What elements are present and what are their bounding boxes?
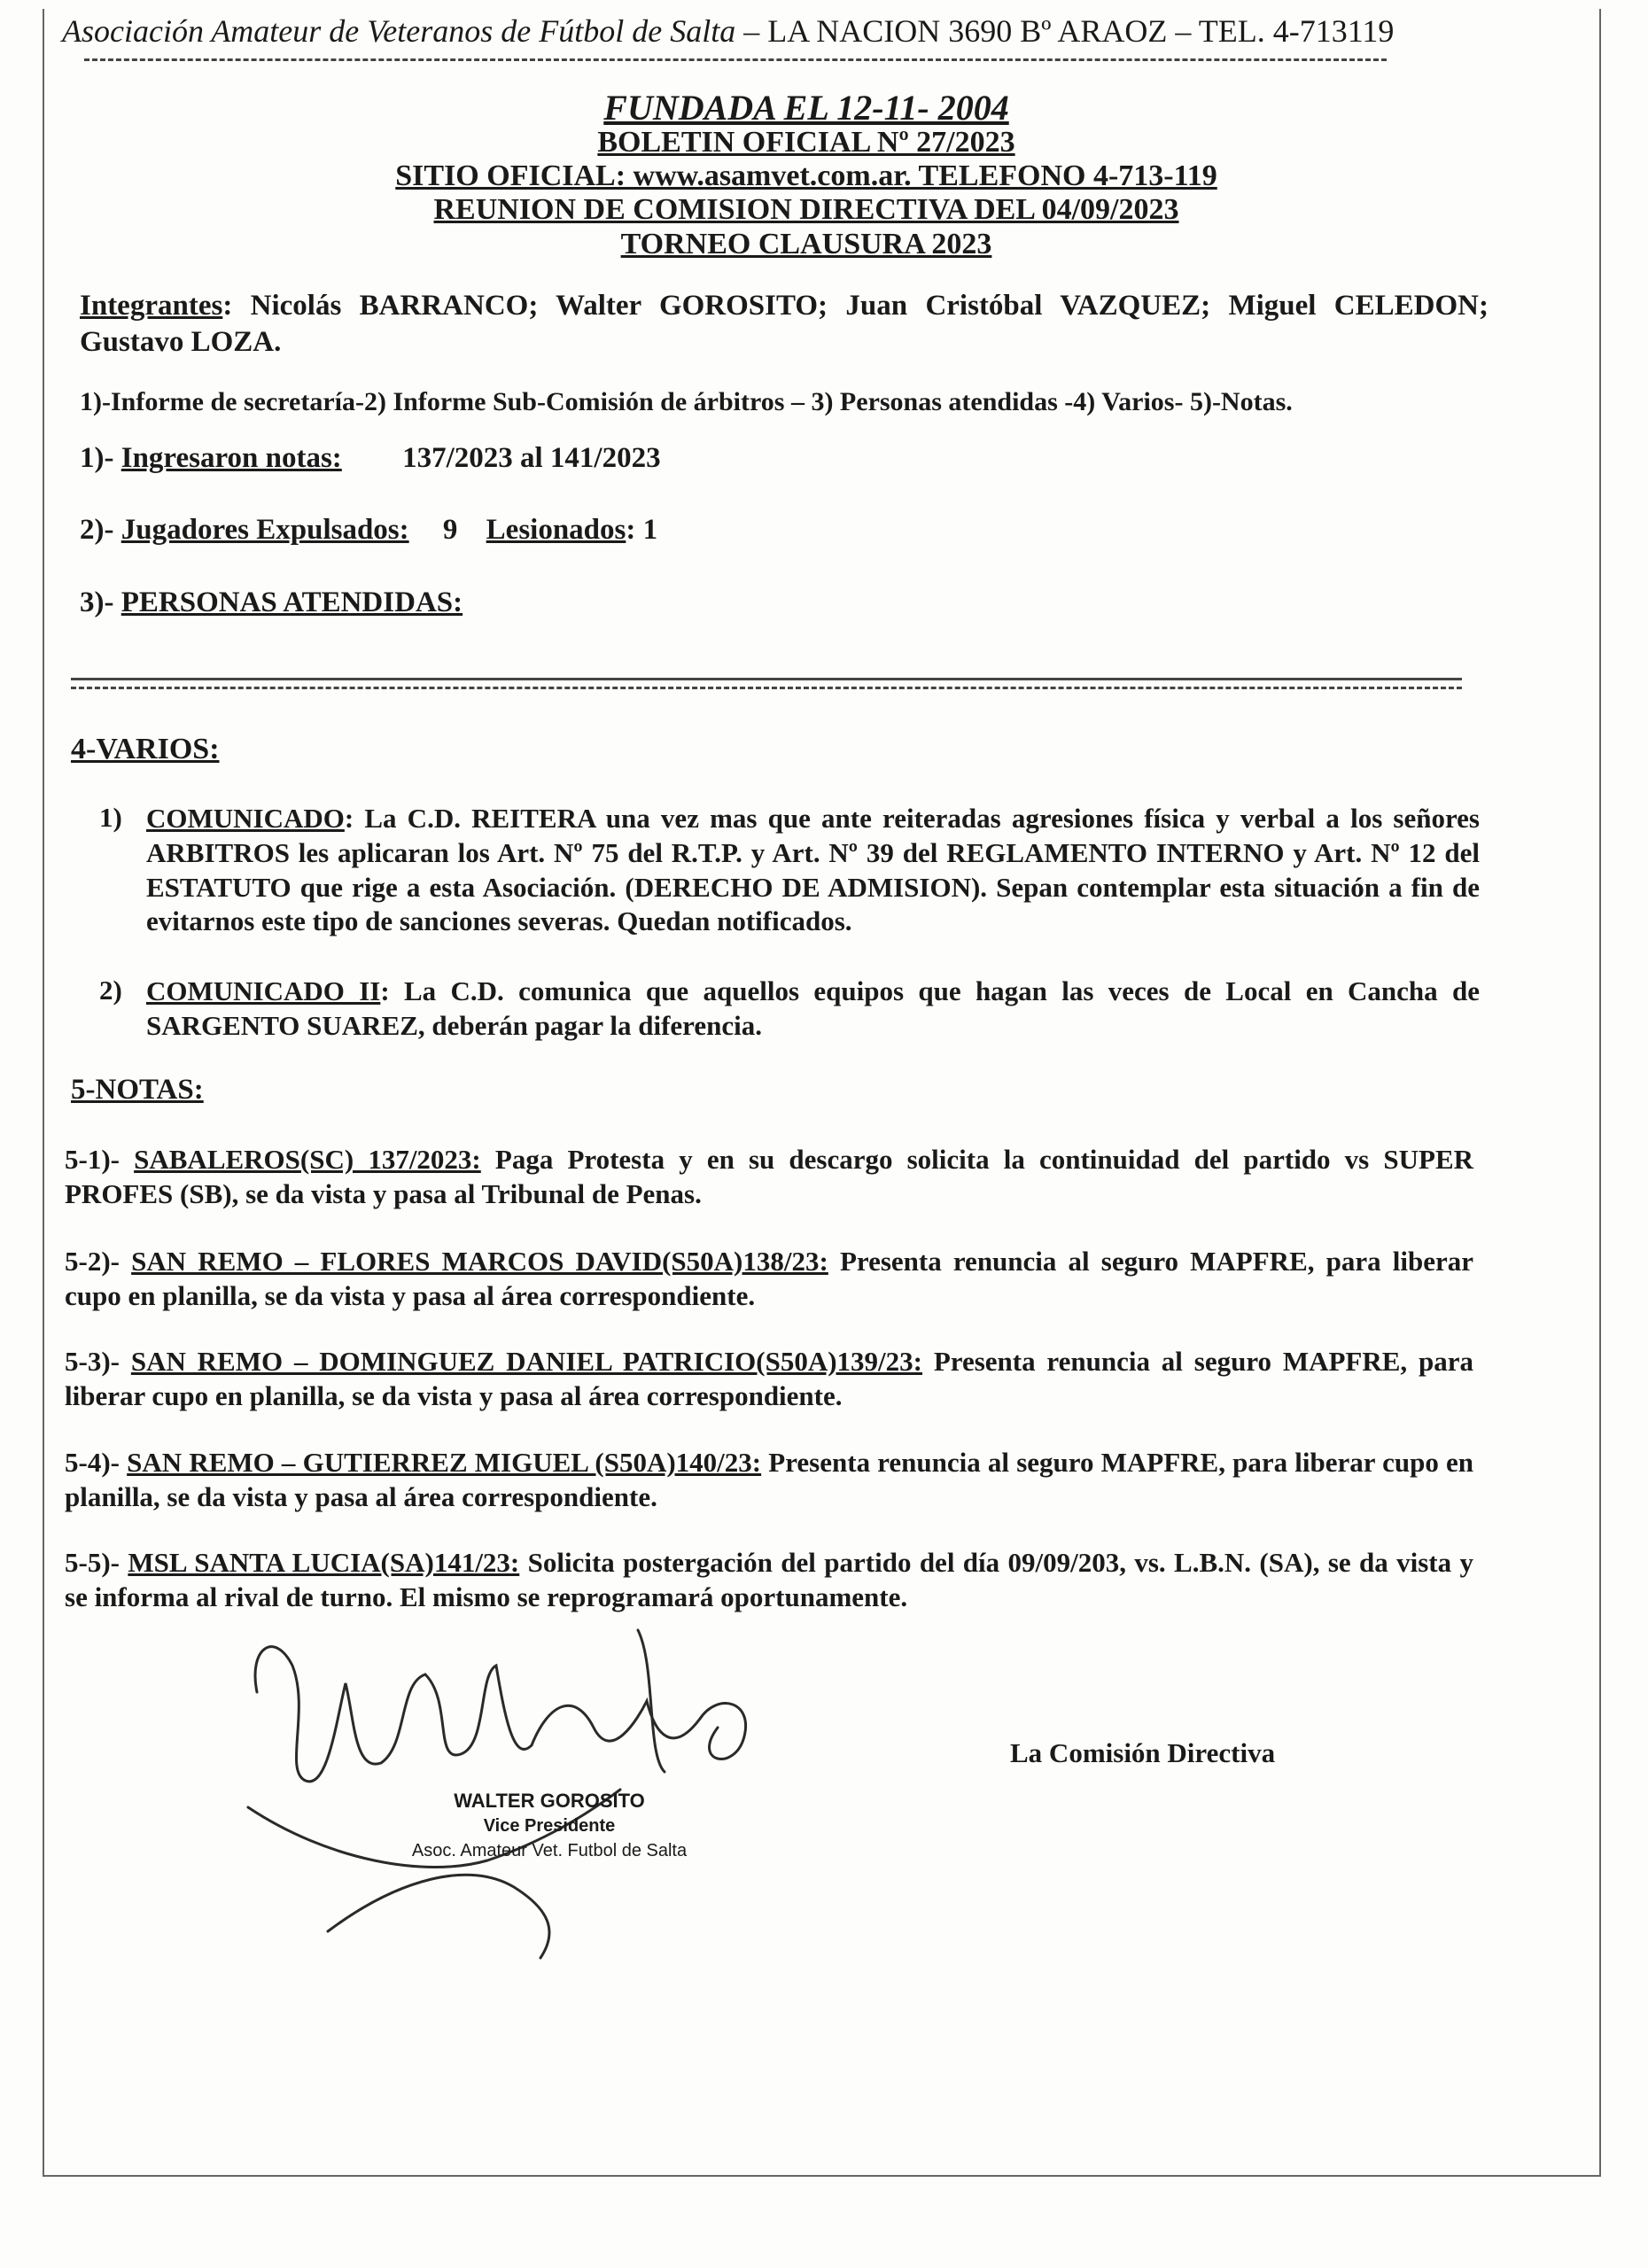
varios-item-2-label: COMUNICADO II — [146, 975, 381, 1006]
injured-value: : 1 — [626, 514, 658, 546]
section-3 — [80, 585, 1320, 621]
varios-item-1-label: COMUNICADO — [146, 803, 345, 834]
nota-5-text: Solicita postergación del partido del día 09/09/203, vs. L.B.N. (SA), se da vista y se informa al rival de turno. El mismo se reprogramará oportunamente. — [65, 1547, 1473, 1612]
varios-item-2 — [146, 975, 1480, 1044]
stamp-org: Asoc. Amateur Vet. Futbol de Salta — [411, 1841, 688, 1860]
members-list: : Nicolás BARRANCO; Walter GOROSITO; Juan Cristóbal VAZQUEZ; Miguel CELEDON; Gustavo LOZA. — [80, 290, 1489, 359]
stamp-name: WALTER GOROSITO — [454, 1790, 645, 1812]
expelled-value: 9 — [442, 514, 458, 546]
nota-1 — [65, 1143, 1473, 1212]
section-1 — [80, 440, 1320, 477]
nota-4-num: 5-4)- — [65, 1447, 120, 1478]
bulletin-number: BOLETIN OFICIAL Nº 27/2023 — [597, 126, 1015, 159]
agenda-line: 1)-Informe de secretaría-2) Informe Sub-Comisión de árbitros – 3) Personas atendidas -4) Varios- 5)-Notas. — [80, 387, 1293, 416]
org-address: – LA NACION 3690 Bº ARAOZ – TEL. 4-713119 — [743, 13, 1395, 49]
nota-3 — [65, 1345, 1473, 1414]
members-paragraph — [80, 288, 1489, 361]
section-divider-2 — [71, 687, 1462, 689]
nota-1-label: SABALEROS(SC) 137/2023: — [134, 1144, 481, 1175]
section-2-num: 2)- — [80, 514, 114, 546]
nota-2-label: SAN REMO – FLORES MARCOS DAVID(S50A)138/23: — [131, 1246, 828, 1277]
varios-item-2-num: 2) — [99, 975, 122, 1006]
nota-2-text: Presenta renuncia al seguro MAPFRE, para liberar cupo en planilla, se da vista y pasa al área correspondiente. — [65, 1246, 1473, 1311]
varios-item-1 — [146, 802, 1480, 939]
varios-item-2-text: : La C.D. comunica que aquellos equipos que hagan las veces de Local en Cancha de SARGENTO SUAREZ, deberán pagar la diferencia. — [146, 975, 1480, 1041]
nota-1-num: 5-1)- — [65, 1144, 120, 1175]
tournament-title: TORNEO CLAUSURA 2023 — [620, 228, 992, 260]
nota-4-label: SAN REMO – GUTIERREZ MIGUEL (S50A)140/23: — [127, 1447, 762, 1478]
varios-item-1-num: 1) — [99, 802, 122, 833]
nota-4-text: Presenta renuncia al seguro MAPFRE, para liberar cupo en planilla, se da vista y pasa al área correspondiente. — [65, 1447, 1474, 1512]
section-2 — [80, 512, 1320, 548]
expelled-label: Jugadores Expulsados: — [120, 514, 409, 546]
founded-line: FUNDADA EL 12-11- 2004 — [603, 88, 1009, 128]
nota-4 — [65, 1446, 1473, 1515]
section-1-value: 137/2023 al 141/2023 — [402, 442, 661, 474]
injured-label: Lesionados — [486, 514, 626, 546]
section-3-label: PERSONAS ATENDIDAS: — [120, 586, 463, 618]
nota-5-label: MSL SANTA LUCIA(SA)141/23: — [128, 1547, 520, 1578]
nota-2 — [65, 1245, 1473, 1314]
nota-3-num: 5-3)- — [65, 1346, 120, 1377]
stamp-role: Vice Presidente — [483, 1816, 616, 1836]
section-3-num: 3)- — [80, 586, 114, 618]
notas-heading: 5-NOTAS: — [71, 1074, 204, 1106]
varios-item-1-text: : La C.D. REITERA una vez mas que ante reiteradas agresiones física y verbal a los señores ARBITROS les aplicaran los Art. Nº 75 del R.T.P. y Art. Nº 39 del REGLAMENTO INTERNO y Art. Nº 12 del ESTATUTO que rige a esta Asociación. (DERECHO DE ADMISION). Sepan contemplar esta situación a fin de evitarnos este tipo de sanciones severas. Quedan notificados. — [146, 803, 1480, 937]
header-divider — [84, 58, 1387, 61]
nota-2-num: 5-2)- — [65, 1246, 120, 1277]
official-site: SITIO OFICIAL: www.asamvet.com.ar. TELEFONO 4-713-119 — [395, 159, 1217, 192]
nota-3-label: SAN REMO – DOMINGUEZ DANIEL PATRICIO(S50A)139/23: — [130, 1346, 922, 1377]
section-1-label: Ingresaron notas: — [120, 442, 342, 474]
org-name: Asociación Amateur de Veteranos de Fútbol de Salta — [62, 13, 736, 49]
members-label: Integrantes — [80, 290, 223, 322]
nota-5-num: 5-5)- — [65, 1547, 120, 1578]
letterhead — [62, 12, 1586, 50]
section-1-num: 1)- — [80, 442, 114, 474]
section-divider-1 — [71, 678, 1462, 680]
nota-3-text: Presenta renuncia al seguro MAPFRE, para liberar cupo en planilla, se da vista y pasa al área correspondiente. — [65, 1346, 1474, 1411]
varios-heading: 4-VARIOS: — [71, 733, 220, 765]
closing-signature: La Comisión Directiva — [1010, 1737, 1276, 1768]
meeting-title: REUNION DE COMISION DIRECTIVA DEL 04/09/2023 — [433, 193, 1179, 226]
nota-1-text: Paga Protesta y en su descargo solicita la continuidad del partido vs SUPER PROFES (SB), se da vista y pasa al Tribunal de Penas. — [65, 1144, 1474, 1209]
